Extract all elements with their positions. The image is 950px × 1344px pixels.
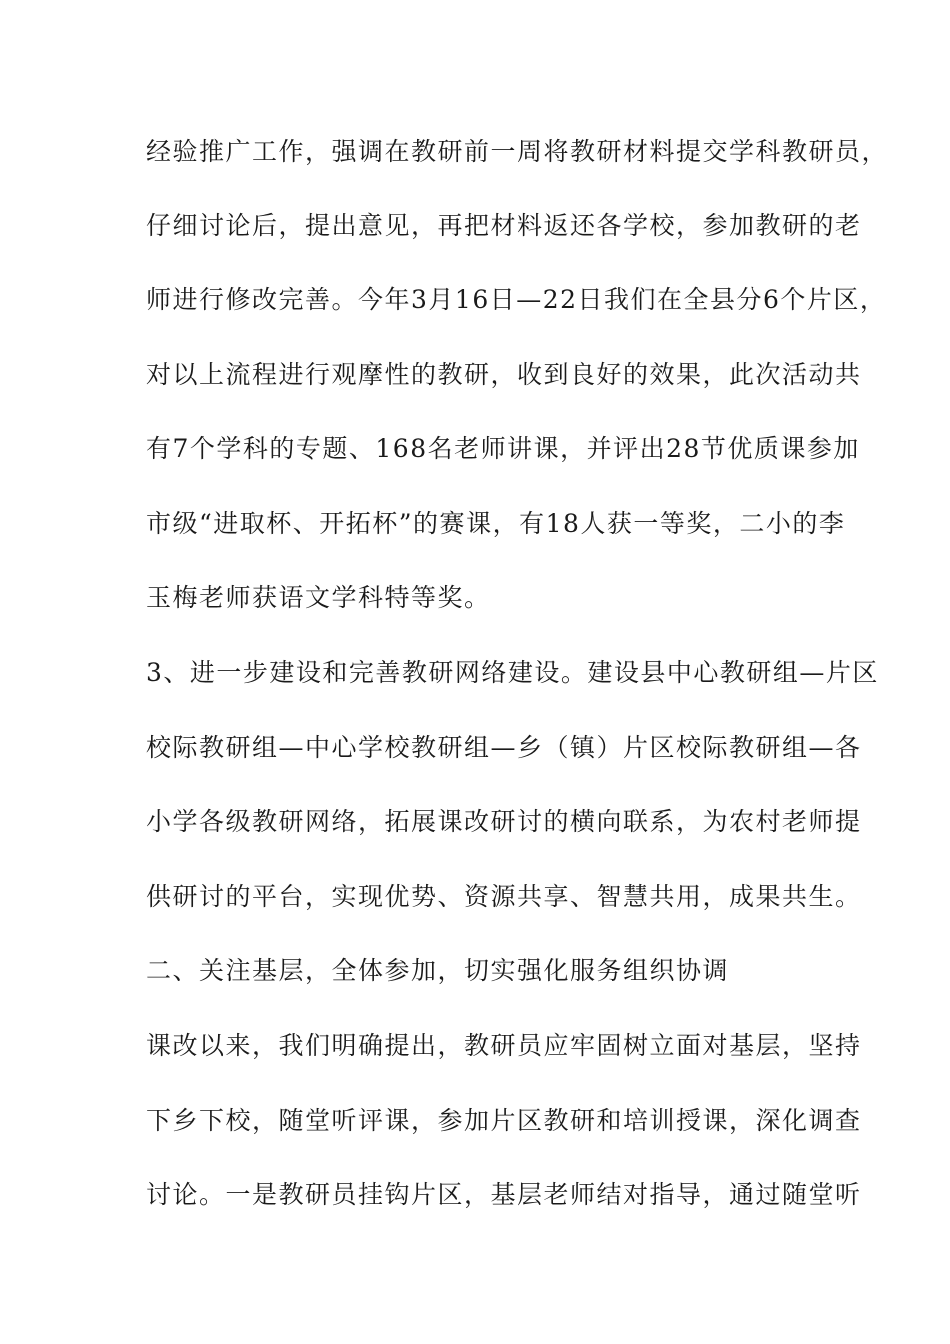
paragraph-line: 对以上流程进行观摩性的教研，收到良好的效果，此次活动共 [146, 360, 862, 389]
paragraph-line: 有7个学科的专题、168名老师讲课，并评出28节优质课参加 [146, 434, 860, 463]
paragraph-line: 校际教研组—中心学校教研组—乡（镇）片区校际教研组—各 [146, 733, 862, 762]
paragraph-line: 仔细讨论后，提出意见，再把材料返还各学校，参加教研的老 [146, 211, 862, 240]
paragraph-line: 3、进一步建设和完善教研网络建设。建设县中心教研组—片区 [146, 658, 879, 687]
paragraph-line: 下乡下校，随堂听评课，参加片区教研和培训授课，深化调查 [146, 1106, 862, 1135]
paragraph-line: 供研讨的平台，实现优势、资源共享、智慧共用，成果共生。 [146, 882, 862, 911]
paragraph-line: 师进行修改完善。今年3月16日—22日我们在全县分6个片区， [146, 285, 887, 314]
paragraph-line: 玉梅老师获语文学科特等奖。 [146, 583, 491, 612]
section-heading: 二、关注基层，全体参加，切实强化服务组织协调 [146, 956, 730, 985]
paragraph-line: 课改以来，我们明确提出，教研员应牢固树立面对基层，坚持 [146, 1031, 862, 1060]
paragraph-line: 讨论。一是教研员挂钩片区，基层老师结对指导，通过随堂听 [146, 1180, 862, 1209]
paragraph-line: 市级“进取杯、开拓杯”的赛课，有18人获一等奖，二小的李 [146, 509, 846, 538]
paragraph-line: 经验推广工作，强调在教研前一周将教研材料提交学科教研员， [146, 137, 889, 166]
paragraph-line: 小学各级教研网络，拓展课改研讨的横向联系，为农村老师提 [146, 807, 862, 836]
